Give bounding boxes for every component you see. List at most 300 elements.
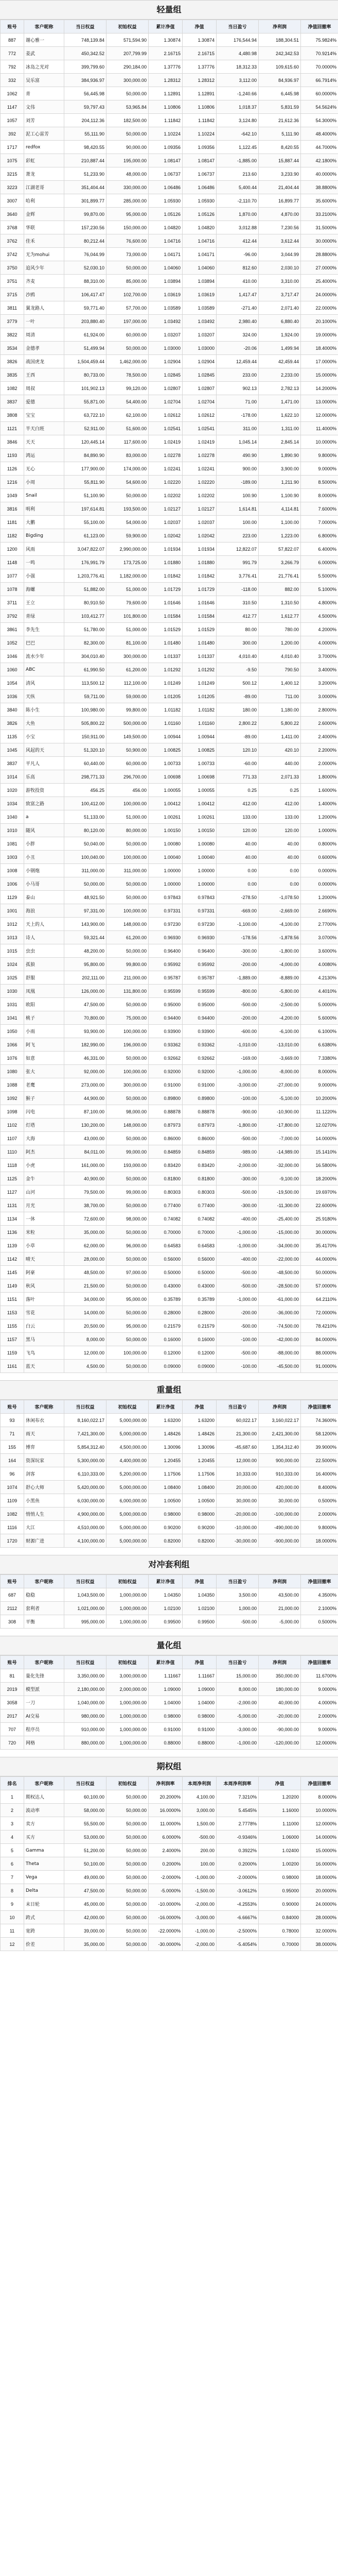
table-cell: 0.8000% (301, 837, 338, 851)
table-cell: -5,000.00 (259, 1615, 301, 1629)
table-row (1, 743, 338, 757)
table-cell: -3,000.00 (217, 1723, 259, 1736)
table-cell: -400.00 (217, 1252, 259, 1266)
table-cell: 量化先锋 (24, 1669, 64, 1683)
table-cell: 江湖老哥 (24, 181, 64, 194)
table-row (1, 1279, 338, 1293)
table-cell: 2.1000% (301, 1602, 338, 1615)
table-cell: 50,000.00 (106, 261, 149, 275)
table-cell: 小钢炮 (24, 864, 64, 877)
table-cell: 48,000.00 (106, 167, 149, 181)
table-row (1, 676, 338, 690)
table-cell: 1.03207 (183, 328, 217, 342)
table-cell: 24.0000% (301, 288, 338, 301)
table-cell: 97,331.00 (64, 904, 106, 918)
table-cell: 1,471.00 (259, 395, 301, 409)
table-cell: 59,711.00 (64, 690, 106, 703)
table-cell: 1.03894 (149, 275, 183, 288)
table-row (1, 1427, 338, 1440)
table-cell: 3640 (1, 208, 24, 221)
table-cell: 海浪 (24, 904, 64, 918)
table-cell: 0.92000 (149, 1065, 183, 1078)
table-cell: 1193 (1, 449, 24, 462)
table-cell: 1,223.00 (259, 529, 301, 543)
table-cell: 100.90 (217, 489, 259, 502)
table-cell: 11.0000% (149, 1817, 183, 1831)
table-cell: 猴子 (24, 1092, 64, 1105)
table-cell: 3826 (1, 355, 24, 368)
table-cell: 2,800.22 (217, 717, 259, 730)
table-cell: 332 (1, 74, 24, 87)
table-cell: 51,000.00 (106, 583, 149, 596)
table-cell: 0.12000 (183, 1346, 217, 1360)
table-cell: 88,310.00 (64, 275, 106, 288)
table-cell: 133.00 (259, 810, 301, 824)
table-cell: -400.00 (217, 1212, 259, 1226)
table-cell: 298,771.33 (64, 770, 106, 784)
table-cell: 50,000.00 (106, 998, 149, 1011)
table-cell: 资深玩家 (24, 1454, 64, 1467)
table-cell: 0.90200 (183, 1521, 217, 1534)
table-cell: 1,890.90 (259, 449, 301, 462)
table-cell: -5,100.00 (259, 1092, 301, 1105)
table-row (1, 1897, 338, 1911)
table-cell: 1006 (1, 877, 24, 891)
table-cell: 51,600.00 (106, 422, 149, 435)
table-cell: 100,000.00 (106, 1346, 149, 1360)
table-cell: 155 (1, 1440, 24, 1454)
table-cell: 7.3210% (217, 1790, 259, 1804)
table-cell: 20.1000% (301, 315, 338, 328)
table-cell: 60,000.00 (106, 757, 149, 770)
table-cell: 2.6000% (301, 717, 338, 730)
table-row (1, 1494, 338, 1507)
table-cell: 148,000.00 (106, 1118, 149, 1132)
table-cell: 1.00040 (149, 851, 183, 864)
column-header: 客户昵称 (24, 1575, 64, 1588)
table-cell: 71 (1, 1427, 24, 1440)
table-cell: 1127 (1, 1185, 24, 1199)
table-row (1, 583, 338, 596)
table-row (1, 1790, 338, 1804)
table-cell: 6.0000% (149, 1831, 183, 1844)
column-header: 累计净值 (149, 1400, 183, 1414)
table-cell: 1025 (1, 971, 24, 985)
table-cell: 95,000.00 (106, 1293, 149, 1306)
table-cell: 0.82000 (149, 1534, 183, 1548)
table-cell: 0.28000 (149, 1306, 183, 1319)
table-cell: 1.02845 (149, 368, 183, 382)
table-cell: 51,100.90 (64, 489, 106, 502)
table-cell: 47,500.00 (64, 1884, 106, 1897)
table-cell: -9.50 (217, 663, 259, 676)
table-cell: 22.6000% (301, 1199, 338, 1212)
table-row (1, 1226, 338, 1239)
table-cell: 1,400.12 (259, 676, 301, 690)
table-cell: 1.00825 (149, 743, 183, 757)
table-cell: 1.05930 (183, 194, 217, 208)
table-cell: 4,010.40 (217, 650, 259, 663)
table-cell: 12.0000% (301, 1736, 338, 1750)
table-cell: -500.00 (217, 1615, 259, 1629)
table-cell: 无为mohui (24, 248, 64, 261)
table-cell: 70.0000% (301, 60, 338, 74)
table-cell: 14,000.00 (64, 1306, 106, 1319)
table-cell: 1082 (1, 1507, 24, 1521)
ranking-table (0, 1574, 338, 1629)
table-cell: 50,000.00 (106, 1790, 149, 1804)
table-cell: 55,500.00 (64, 1817, 106, 1831)
table-cell: 3840 (1, 703, 24, 717)
table-cell: 佳禾 (24, 234, 64, 248)
table-cell: -1,800.00 (217, 1118, 259, 1132)
table-cell: 1.02904 (183, 355, 217, 368)
table-cell: 1.00698 (183, 770, 217, 784)
table-cell: 4.0000% (301, 636, 338, 650)
table-cell: -1,885.00 (217, 154, 259, 167)
table-row (1, 181, 338, 194)
table-cell: 米粒 (24, 1226, 64, 1239)
table-cell: 1136 (1, 1226, 24, 1239)
table-cell: 1.02202 (183, 489, 217, 502)
table-cell: 0.92000 (183, 1065, 217, 1078)
table-cell: 193,500.00 (106, 502, 149, 516)
table-cell: 桃子 (24, 1011, 64, 1025)
table-row (1, 422, 338, 435)
table-cell: 780.00 (259, 623, 301, 636)
table-cell: 54,000.00 (106, 516, 149, 529)
table-cell: 3808 (1, 409, 24, 422)
table-cell: 3058 (1, 1696, 24, 1709)
table-cell: 1.02807 (183, 382, 217, 395)
table-cell: -118.00 (217, 583, 259, 596)
table-cell: 0.84859 (183, 1145, 217, 1159)
table-cell: 78,500.00 (106, 368, 149, 382)
table-cell: 0.5000% (301, 1494, 338, 1507)
column-header: 净值回撤率 (301, 1400, 338, 1414)
table-cell: 1148 (1, 556, 24, 569)
table-cell: 308 (1, 1615, 24, 1629)
table-cell: 3715 (1, 288, 24, 301)
table-cell: 1.10224 (183, 127, 217, 141)
table-cell: 100.00 (217, 516, 259, 529)
table-cell: 83,000.00 (106, 449, 149, 462)
table-cell: 2.8000% (301, 703, 338, 717)
table-cell: 1.02100 (149, 1602, 183, 1615)
table-row (1, 1025, 338, 1038)
table-cell: 78.4210% (301, 1319, 338, 1333)
table-cell: 80,000.00 (106, 824, 149, 837)
table-cell: -178.00 (217, 409, 259, 422)
table-cell: 9.0000% (301, 1683, 338, 1696)
table-cell: 56,445.98 (64, 87, 106, 100)
table-cell: 3768 (1, 221, 24, 234)
table-row (1, 1306, 338, 1319)
table-cell: 3,717.47 (259, 288, 301, 301)
table-cell: 1.00698 (149, 770, 183, 784)
table-cell: 296,700.00 (106, 770, 149, 784)
table-cell: 巴巴 (24, 636, 64, 650)
table-cell: 103,412.77 (64, 609, 106, 623)
table-cell: 1.01584 (149, 609, 183, 623)
table-cell: 330,000.00 (106, 181, 149, 194)
table-cell: 雪花 (24, 1306, 64, 1319)
table-row (1, 60, 338, 74)
table-cell: 9.0000% (301, 1078, 338, 1092)
table-cell: 21,612.36 (259, 114, 301, 127)
table-cell: 20.2000% (149, 1790, 183, 1804)
table-cell: 1,614.81 (217, 502, 259, 516)
table-cell: 1.48426 (149, 1427, 183, 1440)
table-cell: 0.56000 (149, 1252, 183, 1266)
table-cell: 李先生 (24, 623, 64, 636)
table-cell: 1.02220 (149, 476, 183, 489)
table-cell: 0.97230 (149, 918, 183, 931)
table-cell: 6.4000% (301, 543, 338, 556)
table-cell: 1102 (1, 1118, 24, 1132)
table-cell: 1.00055 (183, 784, 217, 797)
table-cell: 6.6380% (301, 1038, 338, 1052)
table-row (1, 288, 338, 301)
table-cell: 102,700.00 (106, 288, 149, 301)
table-cell: -1,000.00 (217, 1239, 259, 1252)
table-cell: 1109 (1, 1494, 24, 1507)
table-cell: 1.30096 (183, 1440, 217, 1454)
table-cell: 3.7000% (301, 650, 338, 663)
table-cell: 3711 (1, 596, 24, 609)
column-header: 账号 (1, 20, 24, 33)
column-header: 净利润 (259, 20, 301, 33)
table-cell: 2.0000% (301, 1709, 338, 1723)
table-cell: 3,000,000.00 (106, 1669, 149, 1683)
table-cell: 5,420,000.00 (64, 1481, 106, 1494)
table-cell: 1.04171 (149, 248, 183, 261)
table-cell: -1,010.00 (217, 1038, 259, 1052)
table-cell: 1110 (1, 1145, 24, 1159)
table-cell: 50,000.00 (106, 1279, 149, 1293)
table-cell: 1.30874 (149, 33, 183, 47)
table-cell: 18.2000% (301, 1172, 338, 1185)
table-cell: 4,900,000.00 (64, 1507, 106, 1521)
table-cell: 1.04716 (183, 234, 217, 248)
table-cell: 1062 (1, 87, 24, 100)
table-row (1, 623, 338, 636)
table-cell: 1045 (1, 743, 24, 757)
table-cell: 3007 (1, 194, 24, 208)
table-cell: 1,354,312.40 (259, 1440, 301, 1454)
table-cell: -22.0000% (149, 1924, 183, 1938)
column-header: 累计净值 (149, 1656, 183, 1669)
table-cell: 1081 (1, 837, 24, 851)
table-cell: 海螺 (24, 583, 64, 596)
table-cell: 爱德 (24, 395, 64, 409)
table-cell: 8 (1, 1884, 24, 1897)
table-cell: 2,071.33 (259, 770, 301, 784)
table-cell: 76,600.00 (106, 234, 149, 248)
table-cell: 1.02541 (149, 422, 183, 435)
table-cell: -3,000.00 (183, 1911, 217, 1924)
table-cell: 242,342.53 (259, 47, 301, 60)
table-cell: 72.0000% (301, 1306, 338, 1319)
table-cell: 19.0000% (301, 328, 338, 342)
table-cell: 311.00 (217, 422, 259, 435)
table-cell: 5,831.59 (259, 100, 301, 114)
table-row (1, 502, 338, 516)
table-cell: 1139 (1, 1239, 24, 1252)
table-cell: -989.00 (217, 1145, 259, 1159)
table-cell: 雨天 (24, 1427, 64, 1440)
table-cell: 1.00412 (183, 797, 217, 810)
table-cell: -8,000.00 (259, 1065, 301, 1078)
table-cell: 1020 (1, 784, 24, 797)
table-cell: 420,000.00 (259, 1481, 301, 1494)
table-cell: 0.80303 (183, 1185, 217, 1199)
table-row (1, 650, 338, 663)
table-cell: -4,200.00 (259, 1011, 301, 1025)
column-header: 本周净利润 (183, 1777, 217, 1790)
section-gap (0, 1548, 338, 1555)
table-row (1, 1105, 338, 1118)
table-cell: 174,000.00 (106, 462, 149, 476)
table-cell: 末日轮 (24, 1897, 64, 1911)
table-cell: 0.97230 (183, 918, 217, 931)
section-title: 量化组 (0, 1636, 338, 1655)
table-cell: 99,120.00 (106, 382, 149, 395)
table-cell: 0.81800 (149, 1172, 183, 1185)
table-row (1, 127, 338, 141)
table-cell: 0.95787 (149, 971, 183, 985)
table-cell: 小雨 (24, 1025, 64, 1038)
table-cell: 100,980.00 (64, 703, 106, 717)
table-cell: 50,000.00 (106, 1092, 149, 1105)
table-cell: -500.00 (217, 1185, 259, 1199)
table-cell: -500.00 (217, 1319, 259, 1333)
table-cell: 101,800.00 (106, 609, 149, 623)
table-row (1, 1239, 338, 1252)
table-cell: 0.50000 (149, 1266, 183, 1279)
table-cell: 1.09356 (183, 141, 217, 154)
table-cell: 16.0000% (149, 1804, 183, 1817)
table-cell: 61,123.00 (64, 529, 106, 543)
table-cell: 1161 (1, 1360, 24, 1373)
table-cell: 51,233.90 (64, 167, 106, 181)
table-cell: 0.64583 (149, 1239, 183, 1252)
table-cell: 6 (1, 1857, 24, 1871)
table-cell: 2,030.10 (259, 261, 301, 275)
table-cell: 182,990.00 (64, 1038, 106, 1052)
table-cell: 3,776.41 (217, 569, 259, 583)
table-cell: 57.0000% (301, 1279, 338, 1293)
table-cell: -14,989.00 (259, 1145, 301, 1159)
table-cell: 10.2000% (301, 1092, 338, 1105)
table-cell: -1,000.00 (217, 1226, 259, 1239)
table-cell: 乐高 (24, 770, 64, 784)
table-cell: 1.02904 (149, 355, 183, 368)
table-cell: -1,240.66 (217, 87, 259, 100)
table-cell: 1.28312 (149, 74, 183, 87)
table-cell: 欧阳 (24, 998, 64, 1011)
table-cell: 1.00055 (149, 784, 183, 797)
table-cell: 1.03589 (149, 301, 183, 315)
table-cell: 1.03894 (183, 275, 217, 288)
table-cell: 203,880.40 (64, 315, 106, 328)
table-cell: 0.74082 (183, 1212, 217, 1226)
table-cell: 1.03619 (183, 288, 217, 301)
column-header: 累计净值 (149, 20, 183, 33)
table-cell: 1050 (1, 1025, 24, 1038)
table-cell: 小草 (24, 1239, 64, 1252)
table-cell: 0.28000 (183, 1306, 217, 1319)
table-cell: 0.83420 (183, 1159, 217, 1172)
table-cell: 休闲布衣 (24, 1414, 64, 1427)
table-cell: 12,000.00 (64, 1346, 106, 1360)
table-cell: 1.37776 (183, 60, 217, 74)
table-cell: 3,124.80 (217, 114, 259, 127)
table-cell: 3861 (1, 623, 24, 636)
table-cell: 59,771.40 (64, 301, 106, 315)
table-cell: 14.0000% (301, 1132, 338, 1145)
table-cell: 0.92662 (149, 1052, 183, 1065)
table-cell: 15,887.44 (259, 154, 301, 167)
table-cell: 12.0270% (301, 1118, 338, 1132)
table-cell: 62,100.00 (106, 409, 149, 422)
table-cell: 宝宝 (24, 409, 64, 422)
table-cell: 98,000.00 (106, 1212, 149, 1226)
table-cell: 1.00500 (183, 1494, 217, 1507)
table-cell: 姜武 (24, 47, 64, 60)
table-cell: 1135 (1, 730, 24, 743)
table-cell: 1.04716 (149, 234, 183, 248)
table-row (1, 1078, 338, 1092)
table-cell: 1.05126 (149, 208, 183, 221)
table-cell: 0.93362 (149, 1038, 183, 1052)
table-cell: 1,000,000.00 (106, 1723, 149, 1736)
table-cell: 0.80303 (149, 1185, 183, 1199)
table-cell: 4.0000% (301, 1696, 338, 1709)
table-cell: 小虎 (24, 1159, 64, 1172)
table-row (1, 543, 338, 556)
table-cell: 58,000.00 (64, 1804, 106, 1817)
table-cell: 50,000.00 (106, 1306, 149, 1319)
table-cell: 177,900.00 (64, 462, 106, 476)
table-cell: -300.00 (217, 944, 259, 958)
table-cell: 0.95000 (149, 998, 183, 1011)
table-cell: 21,000.00 (259, 1602, 301, 1615)
table-cell: 大鹏 (24, 516, 64, 529)
table-cell: 7.6000% (301, 502, 338, 516)
table-cell: 4,500,000.00 (106, 1440, 149, 1454)
table-cell: 32.0000% (301, 1924, 338, 1938)
table-cell: 1.06486 (183, 181, 217, 194)
table-cell: 宽跨 (24, 1924, 64, 1938)
column-header: 账号 (1, 1656, 24, 1669)
table-cell: -2,669.00 (259, 904, 301, 918)
column-header: 净利润率 (149, 1777, 183, 1790)
table-cell: 4.2130% (301, 971, 338, 985)
table-cell: 财源广进 (24, 1534, 64, 1548)
table-cell: 5,000,000.00 (106, 1481, 149, 1494)
table-cell: 22.0000% (301, 301, 338, 315)
table-cell: 1181 (1, 516, 24, 529)
table-cell: 412.44 (217, 234, 259, 248)
table-cell: 5.5000% (301, 569, 338, 583)
table-cell: 2.2000% (301, 743, 338, 757)
table-cell: 720 (1, 1736, 24, 1750)
table-cell: 223.00 (217, 529, 259, 543)
table-cell: 50,000.00 (106, 1831, 149, 1844)
table-cell: 55,111.90 (64, 127, 106, 141)
table-cell: 60,100.00 (64, 1790, 106, 1804)
